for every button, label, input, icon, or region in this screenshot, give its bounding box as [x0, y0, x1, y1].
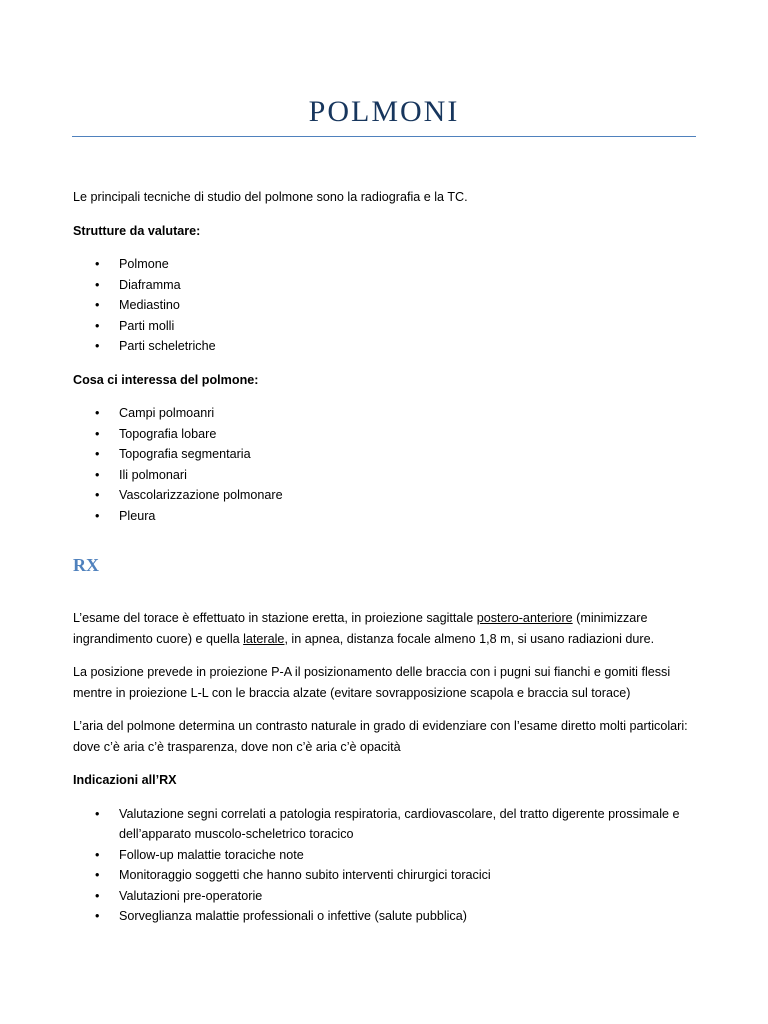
- list-item: [73, 506, 703, 527]
- list-item-text: Follow-up malattie toraciche note: [119, 847, 304, 862]
- list-item: [73, 485, 703, 506]
- bullet-icon: •: [95, 508, 100, 523]
- bullet-icon: •: [95, 447, 100, 461]
- indications-list: [73, 804, 703, 927]
- rx-paragraph-1: [73, 608, 703, 649]
- list-item: [73, 295, 703, 316]
- text-segment: L’esame del torace è effettuato in stazione eretta, in proiezione sagittale: [73, 611, 477, 625]
- list-item: [73, 465, 703, 486]
- list-item: [73, 886, 703, 907]
- list-item-text: Parti molli: [119, 318, 175, 333]
- text-segment: , in apnea, distanza focale almeno 1,8 m, si usano radiazioni dure.: [284, 631, 655, 646]
- list-item-text: Campi polmoanri: [119, 406, 215, 420]
- interest-heading: Cosa ci interessa del polmone:: [73, 372, 259, 387]
- list-item-text: Valutazione segni correlati a patologia respiratoria, cardiovascolare, del tratto digerente prossimale e dell’apparato muscolo-scheletrico toracico: [119, 806, 680, 841]
- list-item-text: Ili polmonari: [119, 467, 187, 482]
- bullet-icon: •: [95, 426, 100, 441]
- list-item: [73, 444, 703, 465]
- bullet-icon: •: [95, 847, 100, 862]
- bullet-icon: •: [95, 406, 100, 420]
- bullet-icon: •: [95, 909, 100, 923]
- page-title: POLMONI: [308, 95, 460, 128]
- list-item-text: Pleura: [119, 508, 156, 523]
- rx-section-heading: RX: [73, 555, 99, 575]
- list-item-text: Diaframma: [119, 277, 181, 292]
- list-item: [73, 424, 703, 445]
- list-item: [73, 804, 703, 845]
- bullet-icon: •: [95, 868, 100, 882]
- bullet-icon: •: [95, 277, 100, 292]
- list-item: [73, 845, 703, 866]
- list-item-text: Monitoraggio soggetti che hanno subito interventi chirurgici toracici: [119, 868, 491, 882]
- rx-paragraph-2: La posizione prevede in proiezione P-A il posizionamento delle braccia con i pugni sui fianchi e gomiti flessi mentre in proiezione L-L con le braccia alzate (evitare sovrapposizione scapola e braccia sul torace): [73, 665, 671, 700]
- list-item-text: Topografia lobare: [119, 426, 217, 441]
- laterale-underlined: laterale: [243, 631, 285, 646]
- list-item: [73, 316, 703, 337]
- bullet-icon: •: [95, 257, 100, 271]
- structures-heading: Strutture da valutare:: [73, 223, 201, 238]
- interest-list: [73, 403, 703, 526]
- list-item: [73, 275, 703, 296]
- bullet-icon: •: [95, 888, 100, 903]
- list-item-text: Mediastino: [119, 298, 180, 312]
- intro-paragraph: Le principali tecniche di studio del polmone sono la radiografia e la TC.: [73, 190, 468, 204]
- list-item-text: Polmone: [119, 257, 169, 271]
- list-item-text: Sorveglianza malattie professionali o infettive (salute pubblica): [119, 909, 467, 923]
- bullet-icon: •: [95, 298, 100, 312]
- list-item-text: Parti scheletriche: [119, 339, 216, 353]
- indications-heading: Indicazioni all’RX: [73, 773, 177, 787]
- list-item: [73, 865, 703, 886]
- list-item: [73, 403, 703, 424]
- list-item-text: Vascolarizzazione polmonare: [119, 488, 283, 502]
- postero-anteriore-underlined: postero-anteriore: [476, 611, 573, 625]
- list-item-text: Valutazioni pre-operatorie: [119, 888, 263, 903]
- bullet-icon: •: [95, 467, 100, 482]
- bullet-icon: •: [95, 806, 100, 821]
- structures-list: [73, 254, 703, 357]
- title-underline: [72, 136, 696, 137]
- bullet-icon: •: [95, 318, 100, 333]
- list-item: [73, 336, 703, 357]
- list-item-text: Topografia segmentaria: [119, 447, 251, 461]
- bullet-icon: •: [95, 339, 100, 353]
- document-body: [73, 187, 703, 940]
- rx-paragraph-3: L’aria del polmone determina un contrasto naturale in grado di evidenziare con l’esame diretto molti particolari: dove c’è aria c’è trasparenza, dove non c’è aria c’è opacità: [73, 719, 688, 754]
- bullet-icon: •: [95, 488, 100, 502]
- text-segment: (minimizzare ingrandimento cuore) e quella: [73, 611, 648, 646]
- list-item: [73, 906, 703, 927]
- list-item: [73, 254, 703, 275]
